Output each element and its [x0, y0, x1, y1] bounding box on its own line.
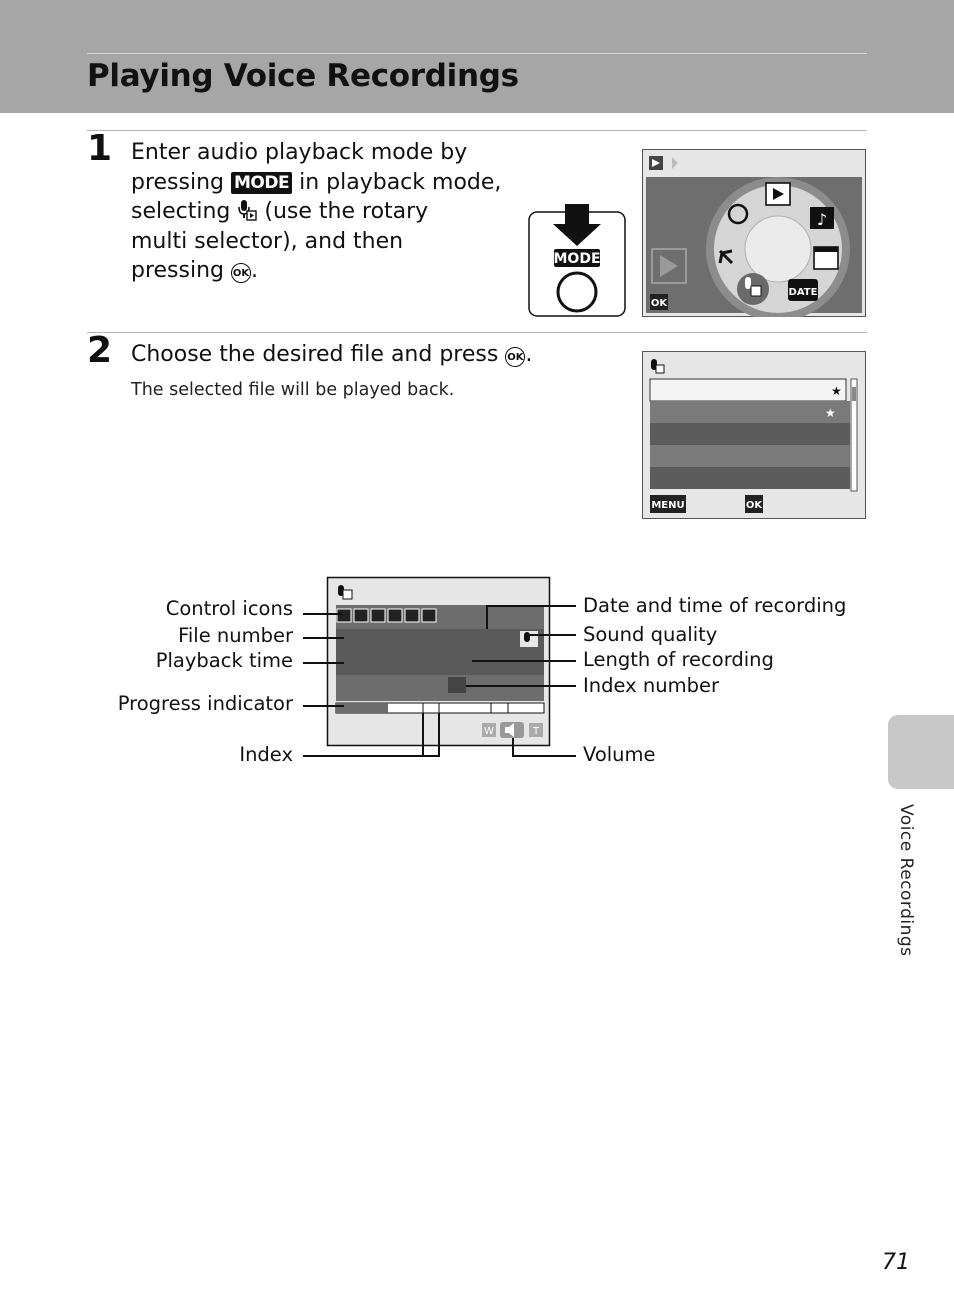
calendar-icon — [814, 247, 838, 252]
side-tab-label: Voice Recordings — [896, 804, 916, 957]
step-1-line3a: selecting — [131, 199, 231, 224]
step-1-line1: Enter audio playback mode by — [131, 140, 468, 165]
step-2-subtext: The selected file will be played back. — [131, 380, 455, 400]
callout-index-number: Index number — [583, 674, 719, 697]
callout-date-time: Date and time of recording — [583, 594, 847, 617]
step-1-line2a: pressing — [131, 169, 225, 195]
callout-volume: Volume — [583, 743, 656, 766]
callout-index: Index — [239, 743, 293, 766]
ok-button-icon: OK — [231, 263, 251, 283]
music-icon: ♪ — [816, 210, 828, 229]
callout-progress-indicator: Progress indicator — [117, 692, 293, 715]
step-1-line3b: (use the rotary — [264, 199, 429, 224]
mode-button-icon: MODE — [231, 172, 292, 194]
step-1-line4: multi selector), and then — [131, 228, 404, 254]
zoom-t-label: T — [532, 726, 540, 737]
step-1-line5: pressing — [131, 258, 225, 283]
playback-screen-diagram — [300, 575, 590, 765]
header-band — [0, 0, 954, 113]
menu-label: MENU — [651, 500, 685, 511]
date-label: DATE — [788, 287, 818, 298]
callout-file-number: File number — [178, 624, 293, 647]
step-1-text: Enter audio playback mode by pressing MODE in playback mode, selecting (use the rotary multi selector), and then pressing OK. — [131, 140, 502, 283]
svg-text:★: ★ — [825, 406, 836, 420]
header-rule — [87, 53, 867, 54]
step-divider — [87, 130, 867, 131]
step-number: 2 — [87, 330, 113, 371]
mode-button-illustration — [528, 200, 626, 318]
page-number: 71 — [882, 1250, 910, 1275]
zoom-w-label: W — [484, 726, 494, 737]
step-number: 1 — [87, 128, 113, 169]
callout-control-icons: Control icons — [165, 597, 293, 620]
voice-recording-icon — [237, 197, 257, 227]
page-title: Playing Voice Recordings — [87, 58, 519, 94]
side-tab — [888, 715, 954, 789]
file-list-screen — [642, 351, 866, 519]
ok-button-icon: OK — [505, 347, 525, 367]
callout-playback-time: Playback time — [155, 649, 293, 672]
step-2-instruction: Choose the desired file and press — [131, 342, 499, 367]
svg-text:★: ★ — [831, 384, 842, 398]
callout-sound-quality: Sound quality — [583, 623, 718, 646]
ok-label-screen1: OK — [650, 298, 668, 309]
mic-icon — [524, 632, 530, 642]
ok-label-screen2: OK — [745, 500, 763, 511]
step-divider — [87, 332, 867, 333]
step-1-line2b: in playback mode, — [299, 169, 502, 195]
callout-length: Length of recording — [583, 648, 774, 671]
step-2-text: Choose the desired file and press OK. — [131, 342, 533, 367]
mode-selector-screen — [642, 149, 866, 317]
mode-label: MODE — [553, 251, 601, 267]
